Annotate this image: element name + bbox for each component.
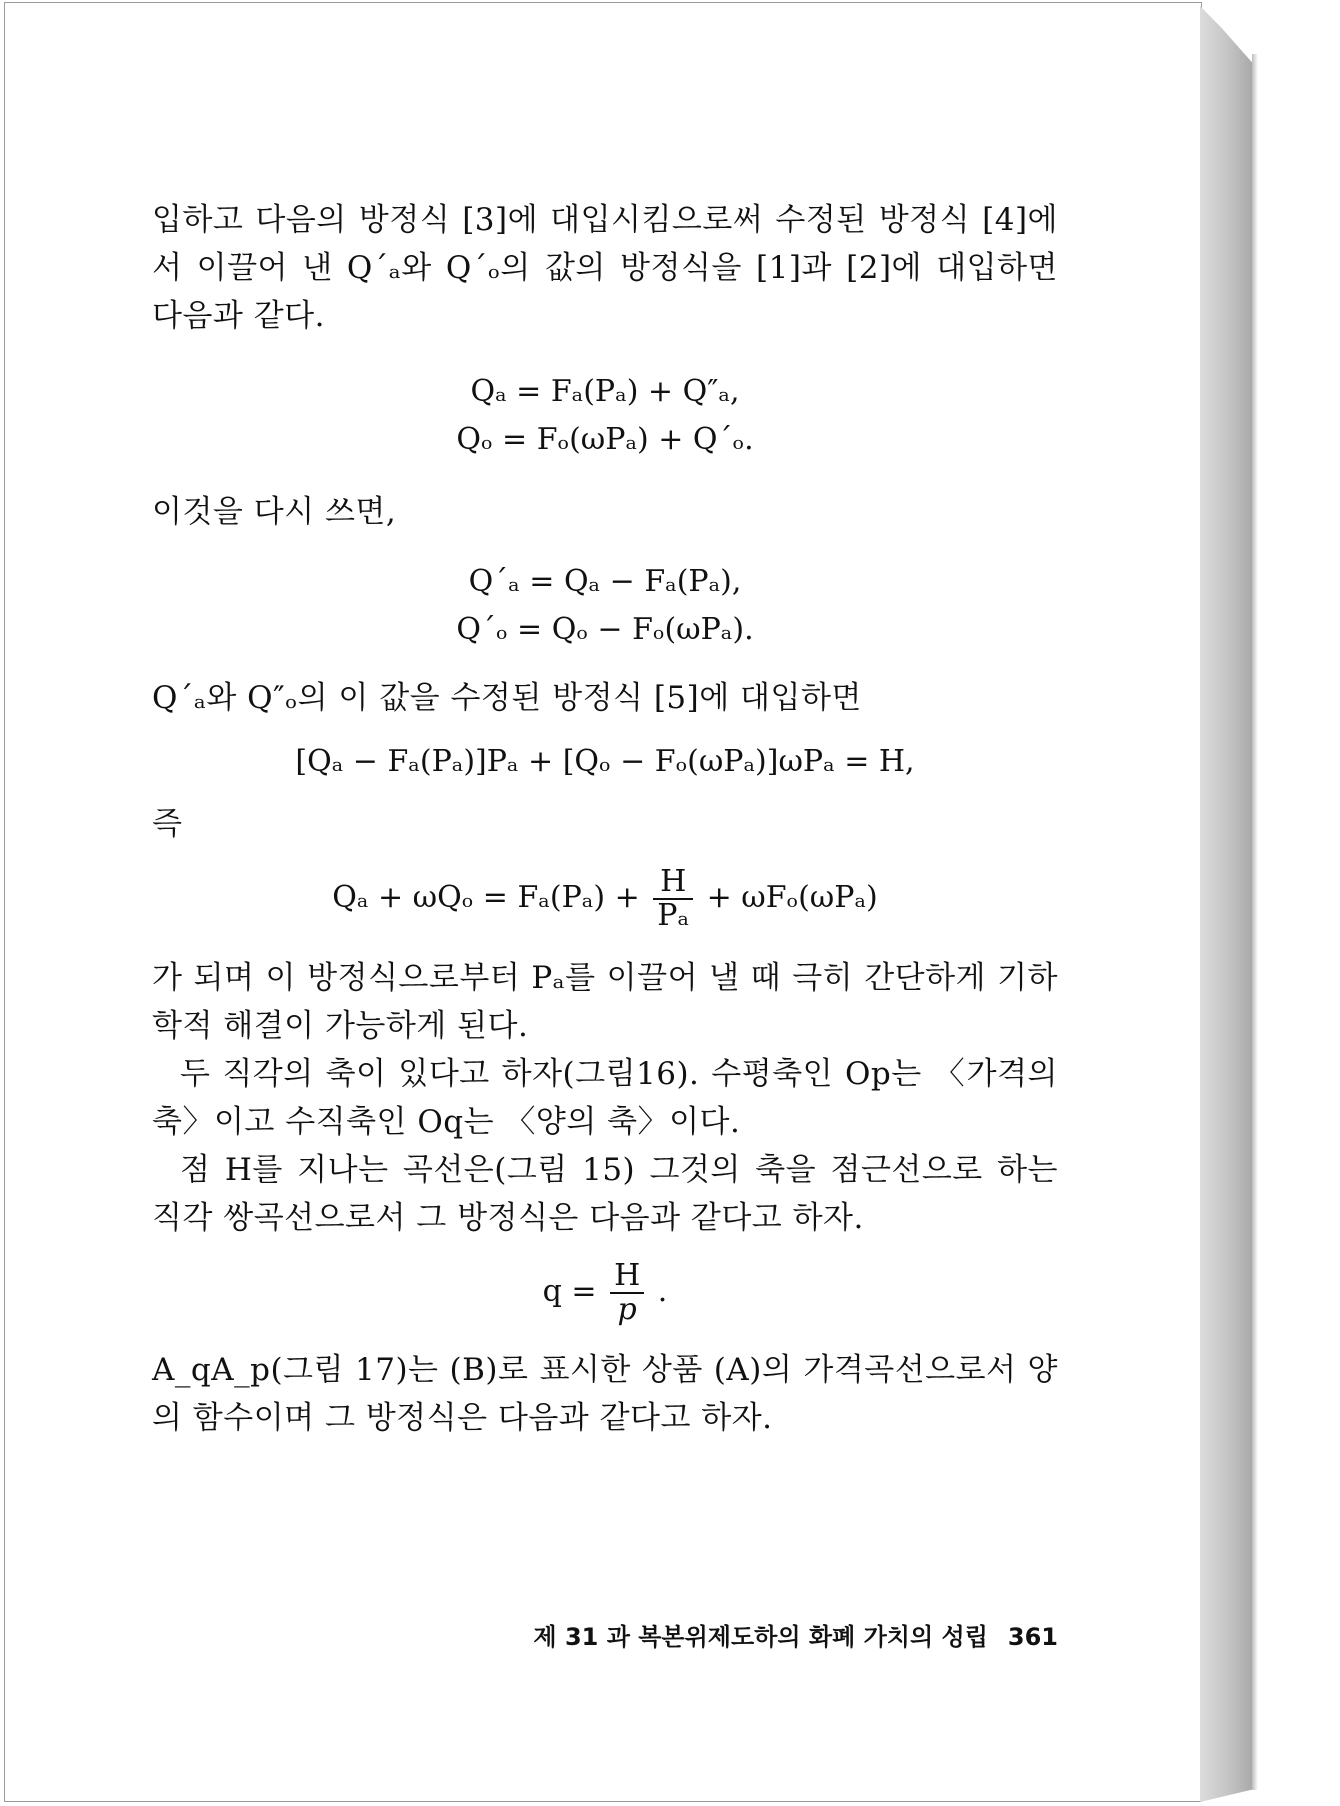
equation-4-right: + ωFₒ(ωPₐ) xyxy=(706,880,878,915)
equation-4 xyxy=(152,866,1058,932)
page-body xyxy=(152,196,1058,1442)
equation-5-left: q = xyxy=(542,1274,597,1309)
equation-2b: Q´ₒ = Qₒ − Fₒ(ωPₐ). xyxy=(456,612,754,647)
equation-4-numerator: H xyxy=(653,866,693,900)
paragraph-8: A_qA_p(그림 17)는 (B)로 표시한 상품 (A)의 가격곡선으로서 양의 함수이며 그 방정식은 다음과 같다고 하자. xyxy=(152,1352,1058,1436)
page-edge-shadow xyxy=(1252,54,1258,1790)
equation-5-denominator: p xyxy=(617,1292,637,1327)
equation-4-left: Qₐ + ωQₒ = Fₐ(Pₐ) + xyxy=(332,880,640,915)
equation-2a: Q´ₐ = Qₐ − Fₐ(Pₐ), xyxy=(468,564,742,599)
paragraph-4: 즉 xyxy=(152,806,183,842)
equation-1a: Qₐ = Fₐ(Pₐ) + Q″ₐ, xyxy=(470,374,740,409)
page-edge xyxy=(1200,6,1253,1802)
paragraph-3: Q´ₐ와 Q″ₒ의 이 값을 수정된 방정식 [5]에 대입하면 xyxy=(152,680,862,716)
running-footer xyxy=(500,1617,1058,1652)
equation-5-fraction xyxy=(610,1260,644,1326)
equation-4-denominator: Pₐ xyxy=(657,898,690,933)
page-number: 361 xyxy=(1007,1623,1058,1651)
paragraph-1: 입하고 다음의 방정식 [3]에 대입시킴으로써 수정된 방정식 [4]에서 이끌어 낸 Q´ₐ와 Q´ₒ의 값의 방정식을 [1]과 [2]에 대입하면 다음과 같다. xyxy=(152,202,1058,334)
paragraph-2: 이것을 다시 쓰면, xyxy=(152,494,397,530)
equation-5 xyxy=(152,1260,1058,1326)
equation-1b: Qₒ = Fₒ(ωPₐ) + Q´ₒ. xyxy=(456,422,754,457)
paragraph-7: 점 H를 지나는 곡선은(그림 15) 그것의 축을 점근선으로 하는 직각 쌍곡선으로서 그 방정식은 다음과 같다고 하자. xyxy=(152,1152,1058,1236)
footer-chapter-title: 제 31 과 복본위제도하의 화폐 가치의 성립 xyxy=(533,1623,988,1651)
equation-4-fraction xyxy=(653,866,693,932)
paragraph-6: 두 직각의 축이 있다고 하자(그림16). 수평축인 Op는 〈가격의 축〉이고 수직축인 Oq는 〈양의 축〉이다. xyxy=(152,1056,1058,1140)
equation-block-2 xyxy=(152,558,1058,654)
equation-3: [Qₐ − Fₐ(Pₐ)]Pₐ + [Qₒ − Fₒ(ωPₐ)]ωPₐ = H, xyxy=(295,744,915,779)
equation-block-1 xyxy=(152,368,1058,464)
equation-5-right: . xyxy=(657,1274,668,1309)
equation-5-numerator: H xyxy=(610,1260,644,1294)
paragraph-5: 가 되며 이 방정식으로부터 Pₐ를 이끌어 낼 때 극히 간단하게 기하학적 해결이 가능하게 된다. xyxy=(152,960,1058,1044)
